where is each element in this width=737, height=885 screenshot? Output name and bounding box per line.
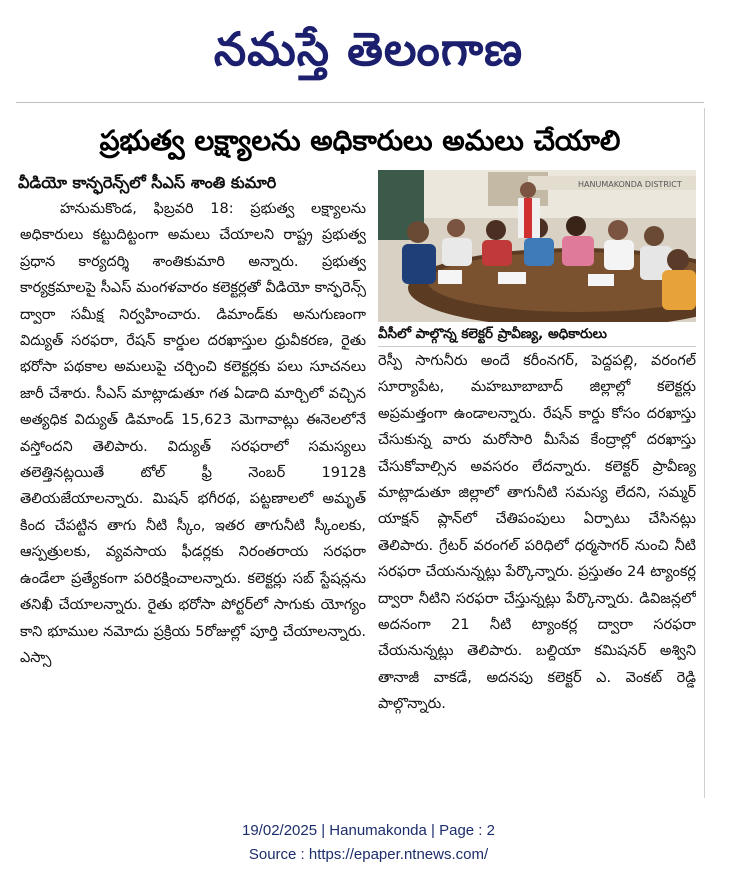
newspaper-masthead: నమస్తే తెలంగాణ xyxy=(213,22,524,76)
article-body-left-column xyxy=(20,196,366,796)
article-body-right-column xyxy=(378,348,696,796)
photo-banner-text: HANUMAKONDA DISTRICT xyxy=(578,180,682,189)
meeting-photo-illustration xyxy=(378,170,696,322)
photo-caption: వీసీలో పాల్గొన్న కలెక్టర్ ప్రావీణ్య, అధికారులు xyxy=(378,322,696,347)
article-headline: ప్రభుత్వ లక్ష్యాలను అధికారులు అమలు చేయాలి xyxy=(99,124,621,157)
article-paragraph-right: రెస్పీ సాగునీరు అందే కరీంనగర్, పెద్దపల్లి, వరంగల్ సూర్యాపేట, మహబూబాబాద్ జిల్లాల్లో కలెక్టర్లు అప్రమత్తంగా ఉండాలన్నారు. రేషన్ కార్డు కోసం దరఖాస్తు చేసుకున్న వారు మరోసారి మీసేవ కేంద్రాల్లో దరఖాస్తు చేసుకోవాల్సిన అవసరం లేదన్నారు. కలెక్టర్ ప్రావీణ్య మాట్లాడుతూ జిల్లాలో తాగునీటి సమస్య లేదని, సమ్మర్ యాక్షన్ ప్లాన్‌లో చేతిపంపులు ఏర్పాటు చేసినట్లు తెలిపారు. గ్రేటర్ వరంగల్ పరిధిలో ధర్మసాగర్ నుంచి నీటి సరఫరా చేయనున్నట్లు పేర్కొన్నారు. ప్రస్తుతం 24 ట్యాంకర్ల ద్వారా నీటిని సరఫరా చేస్తున్నట్లు పేర్కొన్నారు. డివిజన్లలో అదనంగా 21 నీటి ట్యాంకర్ల ద్వారా సరఫరా చేయనున్నట్లు తెలిపారు. బల్దియా కమిషనర్ అశ్విని తానాజీ వాకడే, అదనపు కలెక్టర్ ఎ. వెంకట్ రెడ్డి పాల్గొన్నారు. xyxy=(378,353,696,713)
masthead-divider xyxy=(16,102,704,103)
meeting-photo xyxy=(378,170,696,322)
article-subheading: వీడియో కాన్ఫరెన్స్‌లో సీఎస్ శాంతి కుమారి xyxy=(18,173,277,192)
article-paragraph-left: హనుమకొండ, ఫిబ్రవరి 18: ప్రభుత్వ లక్ష్యాలను అధికారులు కట్టుదిట్టంగా అమలు చేయాలని రాష్ట్ర ప్రభుత్వ ప్రధాన కార్యదర్శి శాంతికుమారి అన్నారు. ప్రభుత్వ కార్యక్రమాలపై సీఎస్ మంగళవారం కలెక్టర్లతో వీడియో కాన్ఫరెన్స్ ద్వారా సమీక్ష నిర్వహించారు. డిమాండ్‌కు అనుగుణంగా విద్యుత్ సరఫరా, రేషన్ కార్డుల దరఖాస్తుల ధ్రువీకరణ, రైతు భరోసా పథకాల అమలుపై చర్చించి కలెక్టర్లకు పలు సూచనలు జారీ చేశారు. సీఎస్ మాట్లాడుతూ గత ఏడాది మార్చిలో వచ్చిన అత్యధిక విద్యుత్ డిమాండ్ 15,623 మెగావాట్లు ఈనెలలోనే వస్తోందని తెలిపారు. విద్యుత్ సరఫరాలో సమస్యలు తలెత్తినట్లయితే టోల్ ఫ్రీ నెంబర్ 1912కి తెలియజేయాలన్నారు. మిషన్ భగీరథ, పట్టణాలలో అమృత్ కింద చేపట్టిన తాగు నీటి స్కీం, ఇతర తాగునీటి స్కీంలకు, ఆస్పత్రులకు, వ్యవసాయ ఫీడర్లకు నిరంతరాయ సరఫరా ఉండేలా ప్రత్యేకంగా పరిరక్షించాలన్నారు. కలెక్టర్లు సబ్ స్టేషన్లను తనిఖీ చేయాలన్నారు. రైతు భరోసా పోర్టర్‌లో సాగుకు యోగ్యం కాని భూముల నమోదు ప్రక్రియ 5రోజుల్లో పూర్తి చేయాలన్నారు. ఎస్సా xyxy=(20,201,366,666)
article-clipping xyxy=(16,108,705,798)
footer-date-page: 19/02/2025 | Hanumakonda | Page : 2 xyxy=(242,822,495,839)
footer-source-link[interactable]: Source : https://epaper.ntnews.com/ xyxy=(248,846,489,863)
